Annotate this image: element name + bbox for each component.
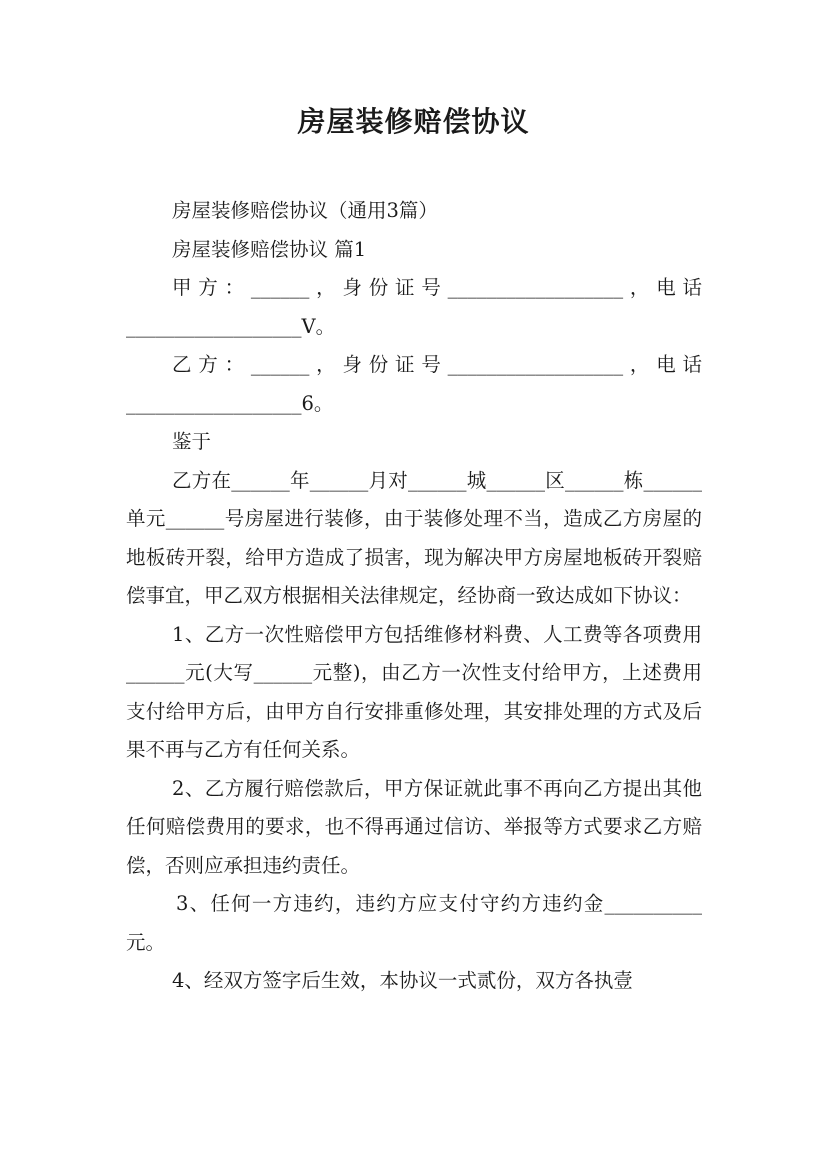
paragraph-whereas: 鉴于 (172, 430, 212, 453)
paragraph-background: 乙方在______年______月对______城______区______栋______单元______号房屋进行装修，由于装修处理不当，造成乙方房屋的地板砖开裂，给甲方造成了损害，现为解决甲方房屋地板砖开裂赔偿事宜，甲乙双方根据相关法律规定，经协商一致达成如下协议： (126, 468, 702, 607)
paragraph-party-a: 甲方：______，身份证号__________________，电话__________________V。 (126, 276, 702, 338)
document-body (126, 192, 702, 1001)
paragraph-clause-3: 3、任何一方违约，违约方应支付守约方违约金__________元。 (126, 892, 702, 954)
paragraph-clause-1: 1、乙方一次性赔偿甲方包括维修材料费、人工费等各项费用______元(大写______元整)，由乙方一次性支付给甲方，上述费用支付给甲方后，由甲方自行安排重修处理，其安排处理的方式及后果不再与乙方有任何关系。 (126, 622, 702, 761)
paragraph-clause-4: 4、经双方签字后生效，本协议一式贰份，双方各执壹 (172, 969, 633, 992)
paragraph-clause-2: 2、乙方履行赔偿款后，甲方保证就此事不再向乙方提出其他任何赔偿费用的要求，也不得再通过信访、举报等方式要求乙方赔偿，否则应承担违约责任。 (126, 776, 702, 877)
document-title: 房屋装修赔偿协议 (297, 105, 530, 138)
paragraph-subtitle: 房屋装修赔偿协议（通用3篇） (172, 199, 438, 222)
paragraph-section-heading: 房屋装修赔偿协议 篇1 (172, 237, 367, 261)
paragraph-party-b: 乙方：______，身份证号__________________，电话__________________6。 (126, 353, 702, 415)
